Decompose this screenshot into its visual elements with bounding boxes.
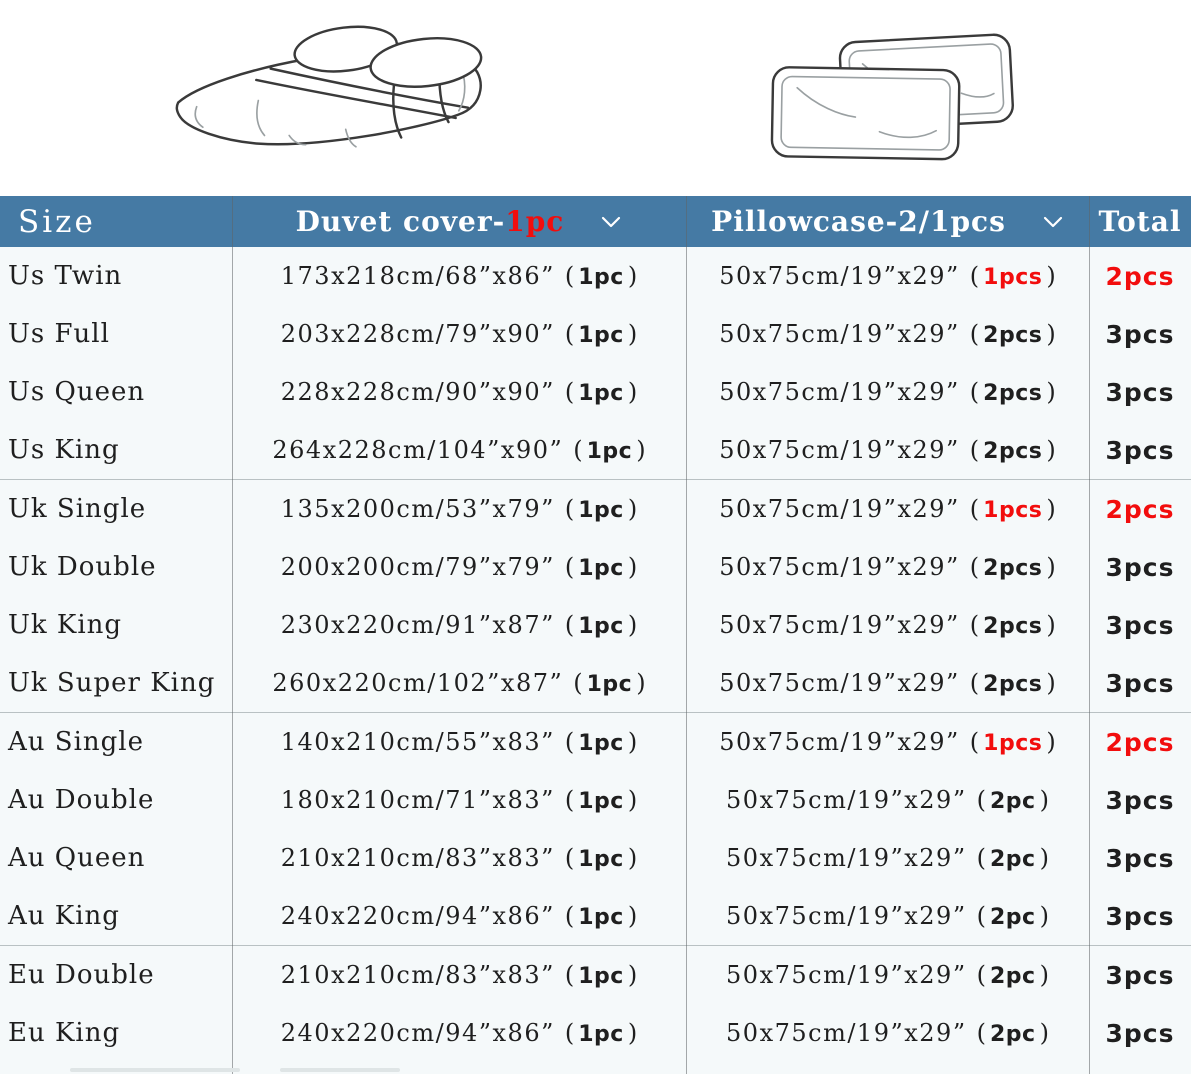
pillowcase-quantity: 2pc (989, 847, 1036, 872)
row-size: Us Twin (8, 261, 123, 291)
size-chart-table (0, 196, 1191, 1074)
paren: ) (1039, 1019, 1049, 1047)
paren: ) (1039, 786, 1049, 814)
row-size: Eu King (8, 1018, 121, 1048)
row-duvet-cell (232, 320, 686, 348)
table-row (0, 887, 1191, 945)
duvet-dimensions: 228x228cm/90”x90” (280, 378, 555, 406)
pillowcase-quantity: 1pcs (983, 265, 1043, 290)
row-duvet-cell (232, 728, 686, 756)
row-pillowcase-cell (686, 844, 1089, 872)
paren: ( (564, 902, 575, 930)
chevron-down-icon[interactable] (600, 215, 622, 229)
paren: ) (627, 902, 638, 930)
row-pillowcase-cell (686, 495, 1089, 523)
row-size: Us Queen (8, 377, 146, 407)
paren: ) (1046, 669, 1056, 697)
paren: ) (1046, 728, 1056, 756)
pillowcase-header-label: Pillowcase-2/1pcs (711, 205, 1006, 238)
paren: ) (636, 669, 646, 697)
pillowcase-quantity: 2pcs (983, 614, 1043, 639)
row-size: Au King (8, 901, 120, 931)
paren: ) (627, 844, 638, 872)
row-pillowcase-cell (686, 378, 1089, 406)
paren: ) (1039, 961, 1049, 989)
duvet-dimensions: 180x210cm/71”x83” (280, 786, 555, 814)
duvet-quantity: 1pc (578, 789, 624, 814)
duvet-dimensions: 140x210cm/55”x83” (280, 728, 555, 756)
duvet-quantity: 1pc (578, 847, 624, 872)
table-row (0, 363, 1191, 421)
row-pillowcase-cell (686, 728, 1089, 756)
row-total: 3pcs (1105, 785, 1175, 815)
row-pillowcase-cell (686, 1019, 1089, 1047)
pillowcase-quantity: 2pc (989, 1022, 1036, 1047)
duvet-dimensions: 210x210cm/83”x83” (280, 844, 555, 872)
pillowcase-quantity: 1pcs (983, 498, 1043, 523)
table-row (0, 712, 1191, 771)
row-size: Us King (8, 435, 120, 465)
duvet-dimensions: 135x200cm/53”x79” (280, 495, 555, 523)
row-pillowcase-cell (686, 786, 1089, 814)
paren: ) (627, 961, 638, 989)
row-total: 3pcs (1105, 668, 1175, 698)
row-duvet-cell (232, 262, 686, 290)
table-row (0, 538, 1191, 596)
paren: ( (573, 436, 583, 464)
row-size: Uk Double (8, 552, 157, 582)
row-duvet-cell (232, 1019, 686, 1047)
paren: ) (627, 495, 638, 523)
row-duvet-cell (232, 902, 686, 930)
paren: ) (1046, 436, 1056, 464)
row-pillowcase-cell (686, 961, 1089, 989)
row-duvet-cell (232, 436, 686, 464)
paren: ( (564, 553, 575, 581)
paren: ( (976, 786, 986, 814)
row-size: Uk Super King (8, 668, 216, 698)
pillowcase-quantity: 2pcs (983, 439, 1043, 464)
pillowcase-dimensions: 50x75cm/19”x29” (719, 728, 960, 756)
row-duvet-cell (232, 553, 686, 581)
table-row (0, 421, 1191, 479)
duvet-dimensions: 260x220cm/102”x87” (272, 669, 564, 697)
row-total: 3pcs (1105, 843, 1175, 873)
paren: ) (627, 262, 638, 290)
row-duvet-cell (232, 669, 686, 697)
paren: ( (564, 728, 575, 756)
duvet-dimensions: 240x220cm/94”x86” (280, 902, 555, 930)
pillowcase-dimensions: 50x75cm/19”x29” (719, 320, 960, 348)
table-row (0, 1004, 1191, 1062)
paren: ( (969, 728, 980, 756)
row-size: Au Single (8, 727, 145, 757)
paren: ( (564, 320, 575, 348)
column-header-total (1089, 196, 1191, 247)
pillowcase-dimensions: 50x75cm/19”x29” (719, 378, 960, 406)
paren: ) (627, 1019, 638, 1047)
row-pillowcase-cell (686, 553, 1089, 581)
paren: ( (976, 844, 986, 872)
duvet-dimensions: 240x220cm/94”x86” (280, 1019, 555, 1047)
duvet-dimensions: 230x220cm/91”x87” (280, 611, 555, 639)
column-header-pillowcase[interactable] (686, 196, 1089, 247)
row-size: Uk Single (8, 494, 147, 524)
row-total: 3pcs (1105, 319, 1175, 349)
row-pillowcase-cell (686, 436, 1089, 464)
row-pillowcase-cell (686, 320, 1089, 348)
row-total: 3pcs (1105, 435, 1175, 465)
paren: ( (969, 436, 980, 464)
paren: ( (564, 611, 575, 639)
row-total: 3pcs (1105, 1018, 1175, 1048)
paren: ) (1046, 495, 1056, 523)
paren: ) (627, 786, 638, 814)
pillowcase-quantity: 1pcs (983, 731, 1043, 756)
paren: ( (564, 844, 575, 872)
duvet-quantity: 1pc (586, 672, 633, 697)
row-pillowcase-cell (686, 611, 1089, 639)
duvet-dimensions: 173x218cm/68”x86” (280, 262, 555, 290)
row-total: 3pcs (1105, 610, 1175, 640)
duvet-quantity: 1pc (578, 905, 624, 930)
pillowcase-quantity: 2pcs (983, 672, 1043, 697)
pillowcase-dimensions: 50x75cm/19”x29” (719, 553, 960, 581)
duvet-dimensions: 200x200cm/79”x79” (280, 553, 555, 581)
paren: ( (969, 320, 980, 348)
row-size: Us Full (8, 319, 110, 349)
column-divider (232, 196, 233, 1074)
table-row (0, 771, 1191, 829)
table-row (0, 247, 1191, 305)
duvet-header-label: Duvet cover- (295, 205, 506, 238)
paren: ( (564, 378, 575, 406)
pillowcase-dimensions: 50x75cm/19”x29” (719, 262, 960, 290)
row-size: Eu Double (8, 960, 155, 990)
paren: ( (976, 1019, 986, 1047)
column-header-duvet[interactable] (232, 196, 686, 247)
paren: ( (969, 611, 980, 639)
row-pillowcase-cell (686, 262, 1089, 290)
table-header-row (0, 196, 1191, 247)
paren: ) (1039, 902, 1049, 930)
total-header-label: Total (1098, 205, 1182, 238)
paren: ) (627, 378, 638, 406)
paren: ) (627, 728, 638, 756)
paren: ( (564, 1019, 575, 1047)
pillowcase-dimensions: 50x75cm/19”x29” (719, 669, 960, 697)
row-size: Au Double (8, 785, 155, 815)
paren: ) (627, 611, 638, 639)
paren: ( (969, 262, 980, 290)
table-row (0, 945, 1191, 1004)
paren: ( (564, 961, 575, 989)
pillowcase-quantity: 2pc (989, 964, 1036, 989)
pillows-illustration (755, 8, 1045, 170)
duvet-quantity: 1pc (578, 614, 624, 639)
row-duvet-cell (232, 495, 686, 523)
paren: ) (1046, 262, 1056, 290)
paren: ) (636, 436, 646, 464)
duvet-quantity: 1pc (578, 323, 624, 348)
pillowcase-quantity: 2pcs (983, 323, 1043, 348)
pillowcase-dimensions: 50x75cm/19”x29” (726, 1019, 967, 1047)
row-size: Au Queen (8, 843, 146, 873)
row-total: 3pcs (1105, 377, 1175, 407)
pillowcase-quantity: 2pcs (983, 556, 1043, 581)
row-duvet-cell (232, 961, 686, 989)
table-row (0, 596, 1191, 654)
paren: ( (564, 262, 575, 290)
column-divider (686, 196, 687, 1074)
paren: ( (969, 378, 980, 406)
duvet-quantity: 1pc (578, 265, 624, 290)
chevron-down-icon[interactable] (1042, 215, 1064, 229)
paren: ) (1046, 378, 1056, 406)
table-row (0, 305, 1191, 363)
duvet-header-qty: 1pc (505, 205, 565, 238)
duvet-dimensions: 264x228cm/104”x90” (272, 436, 564, 464)
row-total: 2pcs (1105, 494, 1175, 524)
paren: ( (976, 902, 986, 930)
paren: ( (969, 553, 980, 581)
paren: ) (1046, 553, 1056, 581)
paren: ( (976, 961, 986, 989)
duvet-quantity: 1pc (578, 1022, 624, 1047)
paren: ) (627, 553, 638, 581)
pillowcase-dimensions: 50x75cm/19”x29” (719, 611, 960, 639)
row-pillowcase-cell (686, 669, 1089, 697)
pillowcase-dimensions: 50x75cm/19”x29” (726, 961, 967, 989)
row-size: Uk King (8, 610, 123, 640)
pillowcase-dimensions: 50x75cm/19”x29” (726, 844, 967, 872)
duvet-quantity: 1pc (586, 439, 633, 464)
row-total: 2pcs (1105, 261, 1175, 291)
paren: ( (969, 669, 980, 697)
duvet-dimensions: 203x228cm/79”x90” (280, 320, 555, 348)
duvet-quantity: 1pc (578, 556, 624, 581)
paren: ) (1039, 844, 1049, 872)
pillowcase-dimensions: 50x75cm/19”x29” (726, 786, 967, 814)
bed-illustration (130, 8, 510, 193)
column-header-size (0, 196, 232, 247)
paren: ( (564, 786, 575, 814)
row-total: 3pcs (1105, 960, 1175, 990)
pillowcase-quantity: 2pc (989, 789, 1036, 814)
row-duvet-cell (232, 786, 686, 814)
paren: ) (1046, 611, 1056, 639)
row-pillowcase-cell (686, 902, 1089, 930)
paren: ( (564, 495, 575, 523)
pillowcase-quantity: 2pcs (983, 381, 1043, 406)
row-duvet-cell (232, 611, 686, 639)
table-body (0, 247, 1191, 1062)
paren: ( (573, 669, 583, 697)
duvet-quantity: 1pc (578, 731, 624, 756)
paren: ) (627, 320, 638, 348)
cutoff-text-fragment (70, 1068, 490, 1073)
paren: ( (969, 495, 980, 523)
pillowcase-dimensions: 50x75cm/19”x29” (719, 436, 960, 464)
table-row (0, 654, 1191, 712)
pillowcase-dimensions: 50x75cm/19”x29” (726, 902, 967, 930)
row-total: 2pcs (1105, 727, 1175, 757)
pillowcase-dimensions: 50x75cm/19”x29” (719, 495, 960, 523)
size-header-label: Size (18, 203, 96, 240)
row-duvet-cell (232, 844, 686, 872)
paren: ) (1046, 320, 1056, 348)
column-divider (1089, 196, 1090, 1074)
row-duvet-cell (232, 378, 686, 406)
duvet-dimensions: 210x210cm/83”x83” (280, 961, 555, 989)
row-total: 3pcs (1105, 901, 1175, 931)
table-row (0, 479, 1191, 538)
pillowcase-quantity: 2pc (989, 905, 1036, 930)
duvet-quantity: 1pc (578, 964, 624, 989)
row-total: 3pcs (1105, 552, 1175, 582)
table-row (0, 829, 1191, 887)
duvet-quantity: 1pc (578, 381, 624, 406)
duvet-quantity: 1pc (578, 498, 624, 523)
